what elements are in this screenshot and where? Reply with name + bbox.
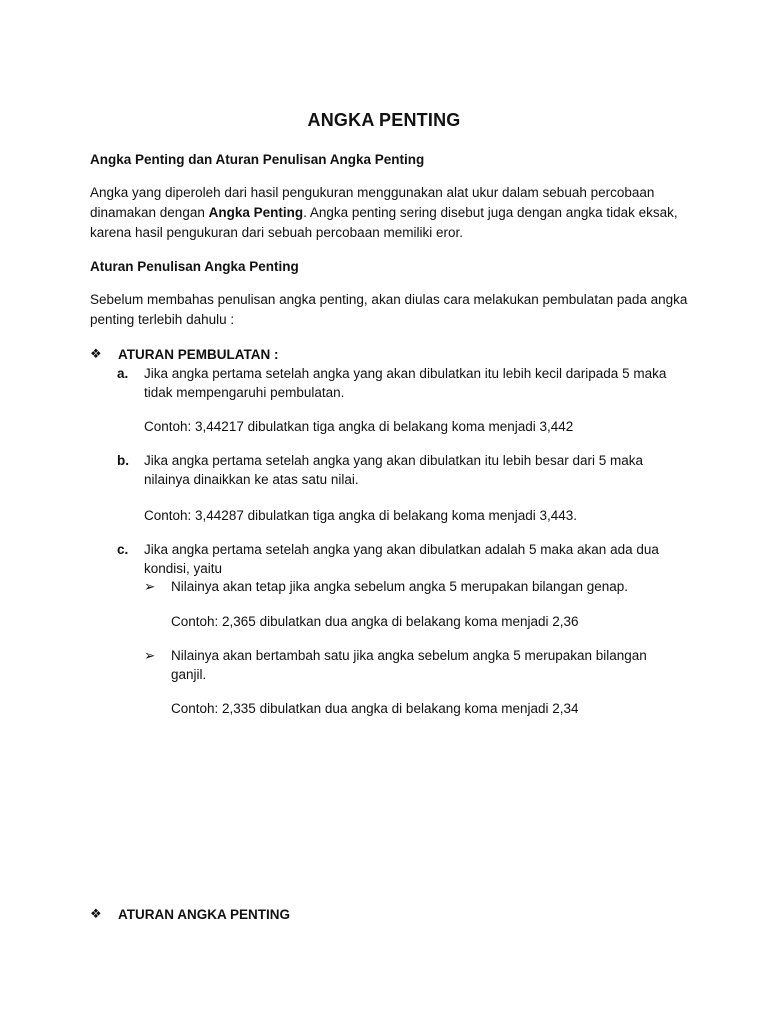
- rounding-rules-label: ATURAN PEMBULATAN :: [118, 346, 279, 362]
- intro-paragraph: [90, 183, 690, 243]
- rule-item-b-example: Contoh: 3,44287 dibulatkan tiga angka di belakang koma menjadi 3,443.: [144, 508, 578, 523]
- diamond-bullet-icon: ❖: [90, 346, 102, 361]
- section-heading-rules: Aturan Penulisan Angka Penting: [90, 259, 299, 274]
- rule-item-a-text: Jika angka pertama setelah angka yang akan dibulatkan itu lebih kecil daripada 5 maka tidak mempengaruhi pembulatan.: [144, 366, 667, 400]
- rule-item-c-letter: c.: [117, 542, 129, 557]
- rules-intro-paragraph: Sebelum membahas penulisan angka penting, akan diulas cara melakukan pembulatan pada angka penting terlebih dahulu :: [90, 292, 688, 327]
- rule-item-b-text: Jika angka pertama setelah angka yang akan dibulatkan itu lebih besar dari 5 maka nilainya dinaikkan ke atas satu nilai.: [144, 453, 644, 487]
- rule-c-subitem-even-text: Nilainya akan tetap jika angka sebelum angka 5 merupakan bilangan genap.: [171, 579, 629, 594]
- rule-item-c: [117, 540, 687, 578]
- rule-c-subitem-odd-text: Nilainya akan bertambah satu jika angka sebelum angka 5 merupakan bilangan ganjil.: [171, 648, 647, 682]
- significant-figures-rules-label: ATURAN ANGKA PENTING: [118, 906, 290, 922]
- rule-c-subitem-odd: [144, 646, 684, 684]
- significant-figures-rules-bullet: [90, 906, 290, 922]
- arrow-bullet-icon: ➢: [144, 648, 156, 663]
- rule-item-b: [117, 451, 687, 489]
- rule-c-subitem-even: [144, 577, 684, 596]
- intro-text-bold-term: Angka Penting: [208, 205, 304, 220]
- rule-c-subitem-even-example: Contoh: 2,365 dibulatkan dua angka di belakang koma menjadi 2,36: [171, 614, 579, 629]
- rule-item-a-example: Contoh: 3,44217 dibulatkan tiga angka di belakang koma menjadi 3,442: [144, 419, 574, 434]
- rule-item-a: [117, 364, 687, 402]
- diamond-bullet-icon: ❖: [90, 906, 102, 921]
- rounding-rules-bullet: [90, 346, 278, 362]
- rule-item-a-letter: a.: [117, 366, 129, 381]
- section-heading-intro: Angka Penting dan Aturan Penulisan Angka Penting: [90, 152, 425, 167]
- arrow-bullet-icon: ➢: [144, 579, 156, 594]
- rule-item-c-text: Jika angka pertama setelah angka yang akan dibulatkan adalah 5 maka akan ada dua kondisi, yaitu: [144, 542, 659, 576]
- intro-text-start: Angka yang diperoleh dari hasil pengukuran menggunakan alat ukur dalam sebuah percobaan dinamakan dengan: [90, 185, 655, 220]
- document-title: ANGKA PENTING: [307, 110, 461, 130]
- rule-c-subitem-odd-example: Contoh: 2,335 dibulatkan dua angka di belakang koma menjadi 2,34: [171, 701, 579, 716]
- rule-item-b-letter: b.: [117, 453, 129, 468]
- intro-text-end: . Angka penting sering disebut juga dengan angka tidak eksak, karena hasil pengukuran dari sebuah percobaan memiliki eror.: [90, 205, 678, 240]
